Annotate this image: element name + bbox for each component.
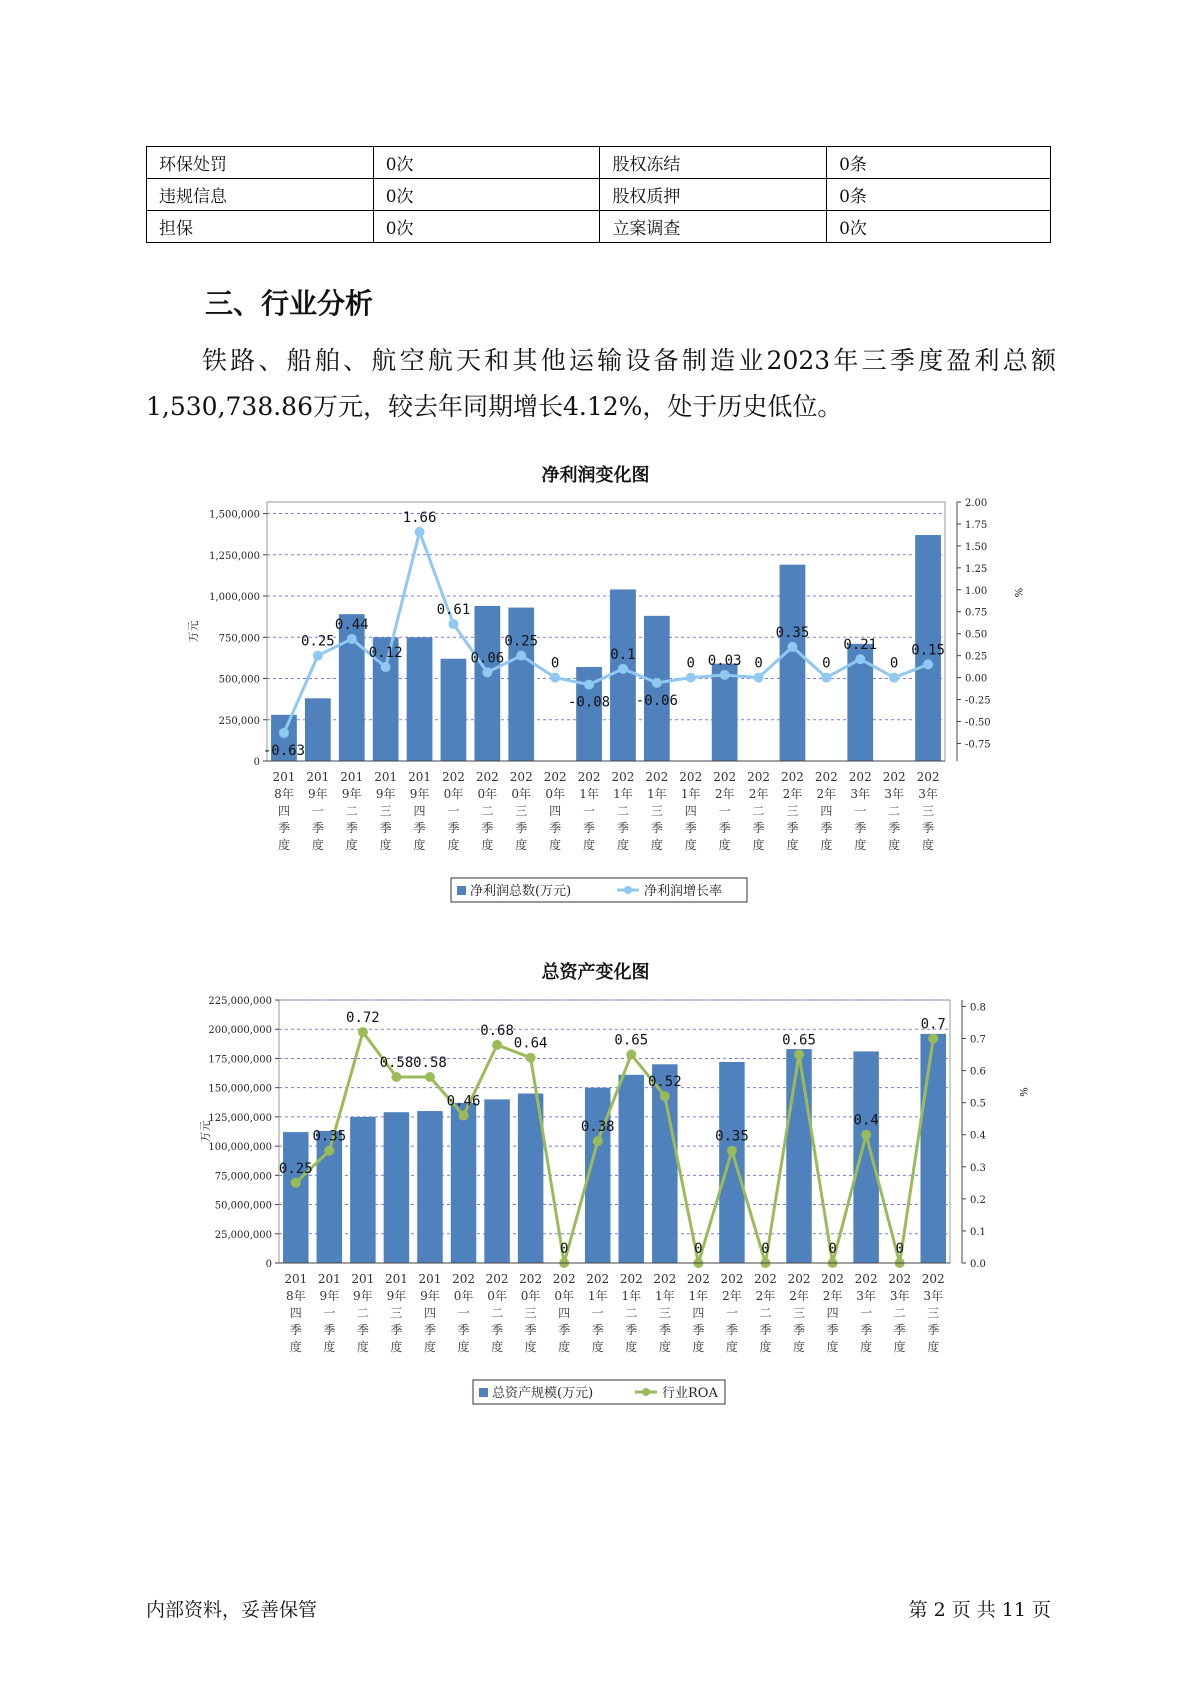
data-label: 0 [559,1241,569,1257]
bar [350,1117,375,1263]
data-label: 0.72 [346,1010,380,1027]
data-label: 0.38 [580,1119,615,1136]
y-tick-label: 225,000,000 [208,996,272,1007]
table-cell-label: 股权质押 [600,179,827,211]
data-label: 0.25 [278,1160,313,1177]
chart-title-net-profit: 净利润变化图 [541,465,650,486]
data-label: 0.25 [504,633,539,650]
x-tick-label: 201 9年四季度 [408,770,432,852]
y-axis-label: 万元 [187,620,200,643]
bar [417,1111,442,1263]
x-tick-label: 202 1年三季度 [653,1272,677,1354]
data-label: 0.52 [647,1074,682,1091]
table-cell-label: 违规信息 [147,179,374,211]
table-cell-value: 0条 [827,179,1051,211]
bar [441,659,467,761]
x-tick-label: 201 9年一季度 [317,1272,341,1354]
data-label: 0.7 [920,1016,946,1033]
x-tick-label: 202 1年二季度 [611,770,635,852]
table-cell-value: 0条 [827,147,1051,179]
plot-frame [267,502,945,761]
x-tick-label: 202 2年四季度 [814,770,838,852]
legend-label-line: 行业ROA [662,1386,718,1401]
data-label: 0.65 [614,1032,649,1049]
y-tick-label: 1,000,000 [209,592,260,604]
x-tick-label: 202 0年二季度 [475,770,499,852]
bar [920,1034,945,1263]
x-tick-label: 202 3年三季度 [921,1272,945,1354]
data-label: -0.63 [262,742,306,759]
line-point [727,1146,737,1156]
line-point [492,1040,502,1050]
y2-tick-label: 0.6 [970,1066,986,1078]
y2-tick-label: 0.2 [970,1194,986,1206]
bar [786,1049,811,1263]
chart-title-total-assets: 总资产变化图 [541,962,650,983]
line-point [425,1072,435,1082]
y-axis-label: 万元 [199,1120,212,1143]
x-tick-label: 201 9年三季度 [374,770,398,852]
line-point [618,664,628,674]
line-point [652,678,662,688]
y-tick-label: 125,000,000 [208,1112,272,1124]
data-label: 0 [895,1241,904,1257]
y2-tick-label: 0.7 [970,1034,986,1046]
data-label: 0.15 [911,642,945,659]
line-point [889,673,899,683]
y-tick-label: 250,000 [218,715,260,727]
data-label: 0 [761,1241,770,1257]
data-label: 0.35 [312,1128,347,1145]
line-point [291,1178,301,1188]
data-label: 0.58 [413,1054,447,1071]
x-tick-label: 201 8年四季度 [284,1272,308,1354]
x-tick-label: 202 0年二季度 [485,1272,509,1354]
table-cell-value: 0次 [373,179,600,211]
line-point [448,619,458,629]
line-point [720,670,730,680]
line-point [482,667,492,677]
legend-swatch-bar [479,1388,488,1397]
y-tick-label: 75,000,000 [214,1171,272,1183]
y-tick-label: 200,000,000 [208,1025,272,1037]
y2-tick-label: 0.1 [970,1226,986,1238]
table-cell-value: 0次 [827,211,1051,243]
line-point [626,1050,636,1060]
x-tick-label: 202 2年一季度 [720,1272,744,1354]
y2-axis-label: % [1012,587,1023,598]
data-label: 0.58 [379,1054,414,1071]
data-label: -0.08 [567,694,611,711]
line-point [928,1033,938,1043]
x-tick-label: 202 3年一季度 [854,1272,878,1354]
data-label: 0.35 [775,624,810,641]
x-tick-label: 202 2年一季度 [713,770,737,852]
line-point [279,728,289,738]
x-tick-label: 202 0年四季度 [543,770,567,852]
line-point [391,1072,401,1082]
data-label: 0 [686,655,695,672]
legend-label-line: 净利润增长率 [644,884,723,899]
bar [619,1075,644,1263]
line-point [660,1091,670,1101]
line-point [855,654,865,664]
legend-label-bar: 净利润总数(万元) [470,884,572,899]
x-tick-label: 202 3年三季度 [916,770,940,852]
y2-tick-label: 0.5 [970,1098,986,1110]
data-label: 0 [822,655,831,672]
data-label: 0 [889,655,899,672]
x-tick-label: 201 8年四季度 [272,770,296,852]
bar [719,1062,744,1263]
y2-tick-label: 0.25 [965,651,988,663]
net-profit-chart [0,490,1191,950]
x-tick-label: 202 1年四季度 [686,1272,710,1354]
data-label: 0.46 [446,1093,481,1110]
y-tick-label: 0 [265,1259,272,1270]
x-tick-label: 202 2年三季度 [787,1272,811,1354]
x-tick-label: 202 1年一季度 [577,770,601,852]
x-tick-label: 202 3年二季度 [888,1272,912,1354]
bar [780,565,806,761]
total-assets-chart [0,990,1191,1440]
bar [384,1112,409,1263]
footer-page-number: 第 2 页 共 11 页 [908,1599,1051,1621]
y2-tick-label: -0.25 [965,695,991,707]
y-tick-label: 500,000 [218,674,260,686]
table-cell-label: 股权冻结 [600,147,827,179]
bar [474,606,500,761]
data-label: 0 [550,655,560,672]
y2-tick-label: 1.00 [965,585,988,597]
bar [484,1099,509,1263]
x-tick-label: 201 9年三季度 [384,1272,408,1354]
risk-info-table [146,146,1051,243]
x-tick-label: 202 3年二季度 [882,770,906,852]
line-point [415,527,425,537]
bar [644,616,670,761]
y2-axis-label: % [1017,1087,1028,1097]
line-point [821,673,831,683]
y-tick-label: 50,000,000 [214,1200,272,1212]
data-label: 0.68 [480,1022,514,1039]
data-label: 0.03 [707,652,742,669]
table-row [147,211,1051,243]
x-tick-label: 201 9年二季度 [351,1272,375,1354]
x-tick-label: 201 9年二季度 [340,770,364,852]
x-tick-label: 202 2年二季度 [754,1272,777,1354]
line-point [347,634,357,644]
line-point [787,642,797,652]
legend-swatch-point [642,1388,650,1396]
data-label: 0.25 [300,633,335,650]
y-tick-label: 100,000,000 [208,1142,272,1154]
line-point [516,651,526,661]
line-point [358,1027,368,1037]
table-row [147,179,1051,211]
data-label: 0.35 [715,1128,749,1145]
table-cell-value: 0次 [373,147,600,179]
line-point [861,1130,871,1140]
data-label: 0.12 [368,645,403,662]
legend-swatch-bar [457,886,466,895]
data-label: 0.06 [470,650,505,667]
bar [508,608,534,761]
line-point [584,680,594,690]
data-label: 0 [828,1241,837,1257]
y2-tick-label: 0.75 [965,607,988,619]
analysis-paragraph: 铁路、船舶、航空航天和其他运输设备制造业2023年三季度盈利总额1,530,738.86万元，较去年同期增长4.12%，处于历史低位。 [146,346,1056,421]
line-point [526,1053,536,1063]
bar [610,589,636,761]
line-point [550,673,560,683]
footer-confidential-note: 内部资料，妥善保管 [146,1599,318,1621]
x-tick-label: 201 9年一季度 [306,770,330,852]
x-tick-label: 202 0年三季度 [509,770,533,852]
x-tick-label: 202 0年三季度 [519,1272,543,1354]
y2-tick-label: 1.75 [965,519,988,531]
data-label: 1.66 [402,509,437,526]
y2-tick-label: 0.00 [965,673,988,685]
data-label: 0.65 [782,1032,816,1049]
section-title: 三、行业分析 [205,287,374,320]
line-point [324,1146,334,1156]
x-tick-label: 202 1年一季度 [586,1272,610,1354]
bar [305,698,331,761]
x-tick-label: 202 1年二季度 [619,1272,643,1354]
y-tick-label: 1,250,000 [209,550,260,562]
table-cell-label: 立案调查 [600,211,827,243]
y-tick-label: 150,000,000 [208,1083,272,1095]
table-cell-value: 0次 [373,211,600,243]
x-tick-label: 202 0年四季度 [552,1272,576,1354]
x-tick-label: 202 0年一季度 [441,770,465,852]
line-point [593,1136,603,1146]
x-tick-label: 202 2年三季度 [780,770,804,852]
y-tick-label: 1,500,000 [209,509,260,521]
bar [283,1132,308,1263]
table-cell-label: 环保处罚 [147,147,374,179]
y2-tick-label: 0.0 [970,1259,986,1270]
x-tick-label: 202 3年一季度 [848,770,872,852]
line-point [686,673,696,683]
y2-tick-label: -0.50 [965,717,991,729]
y2-tick-label: 2.00 [965,498,988,509]
y2-tick-label: 0.8 [970,1002,986,1014]
y-tick-label: 750,000 [218,633,260,645]
data-label: 0.44 [334,616,369,633]
x-tick-label: 202 2年二季度 [747,770,771,852]
legend-label-bar: 总资产规模(万元) [492,1386,594,1401]
y2-tick-label: 0.4 [970,1130,986,1142]
line-point [754,673,764,683]
x-tick-label: 202 2年四季度 [821,1272,845,1354]
y2-tick-label: -0.75 [965,739,991,751]
x-tick-label: 202 0年一季度 [452,1272,475,1354]
data-label: -0.06 [635,692,678,709]
table-row [147,147,1051,179]
x-tick-label: 201 9年四季度 [418,1272,442,1354]
y2-tick-label: 1.25 [965,563,988,575]
data-label: 0 [754,655,763,672]
x-tick-label: 202 1年三季度 [645,770,669,852]
data-label: 0.21 [843,637,878,654]
line-point [923,659,933,669]
table-cell-label: 担保 [147,211,374,243]
y-tick-label: 0 [253,757,260,768]
data-label: 0.61 [436,602,471,619]
data-label: 0.1 [610,646,636,663]
y2-tick-label: 1.50 [965,541,988,553]
bar [451,1103,476,1263]
line-point [381,662,391,672]
data-label: 0 [694,1241,703,1257]
y-tick-label: 25,000,000 [214,1229,272,1241]
line-point [794,1050,804,1060]
x-tick-label: 202 1年四季度 [679,770,703,852]
bar [853,1051,878,1263]
y-tick-label: 175,000,000 [208,1054,272,1066]
line-point [459,1110,469,1120]
bar [407,637,433,761]
data-label: 0.64 [513,1035,548,1052]
data-label: 0.4 [853,1112,879,1129]
y2-tick-label: 0.3 [970,1162,986,1174]
y2-tick-label: 0.50 [965,629,988,641]
legend-swatch-point [624,886,632,894]
line-point [313,651,323,661]
